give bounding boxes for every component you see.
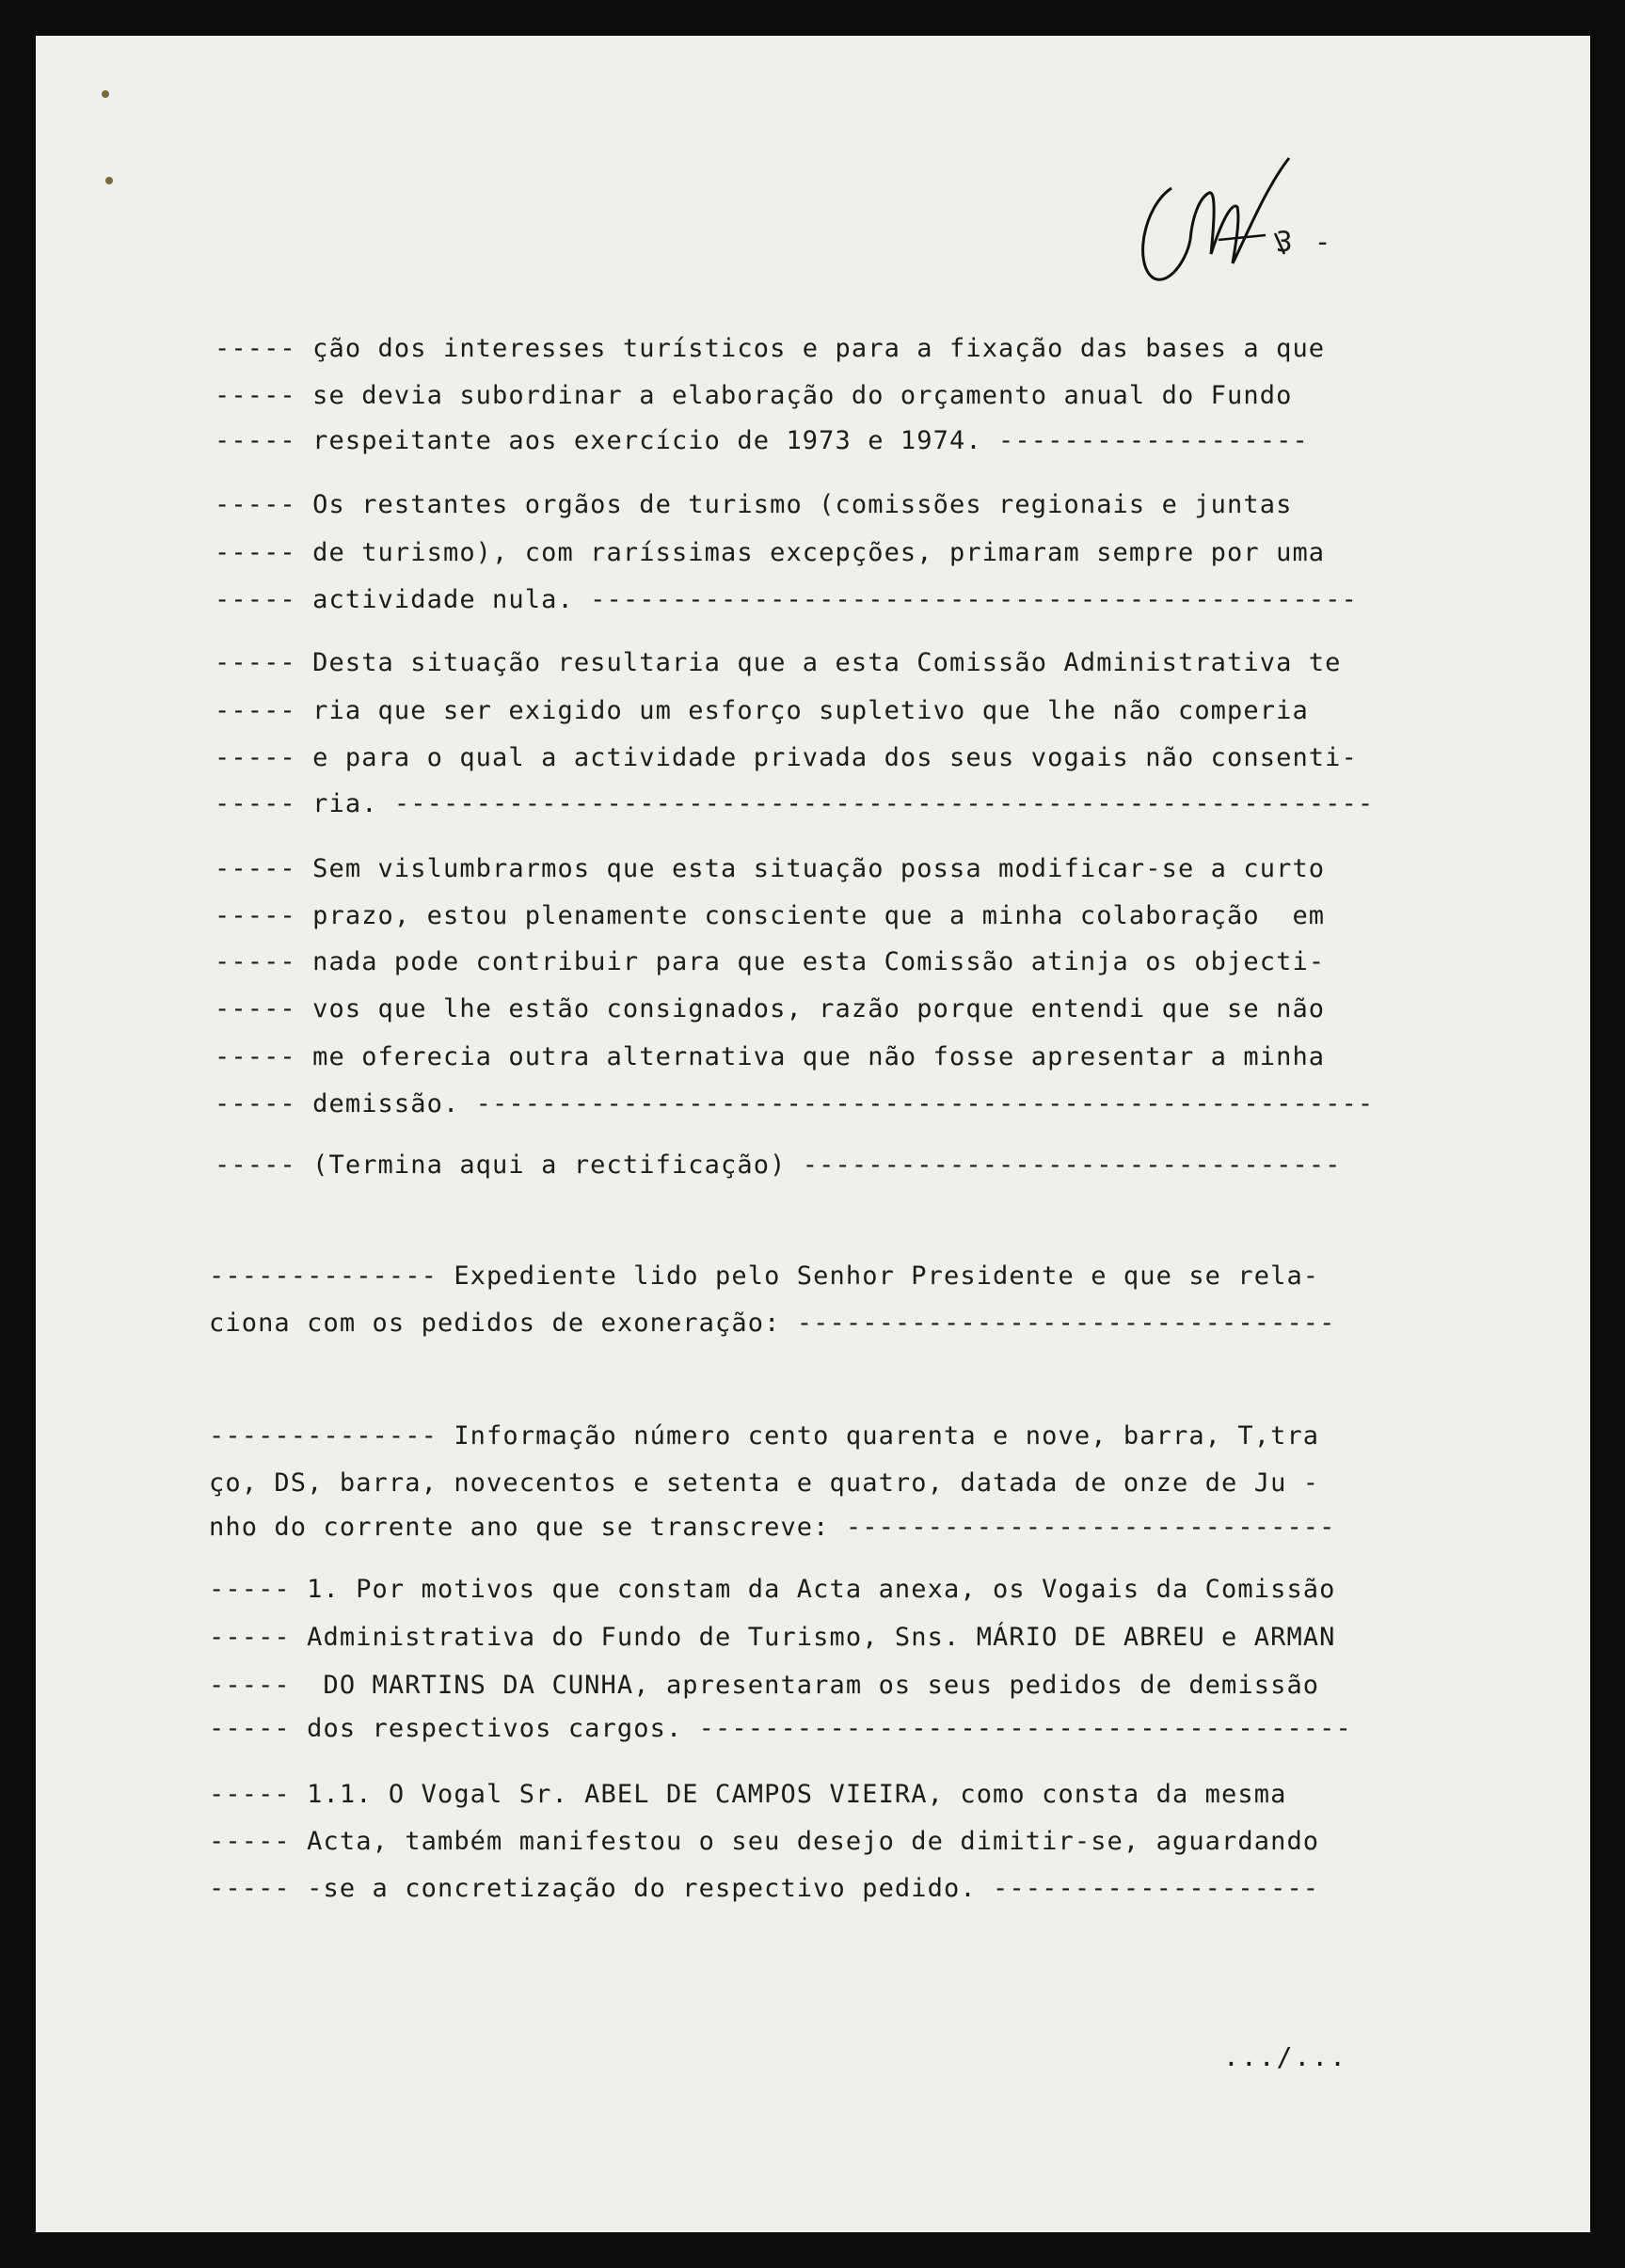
text-line: ----- respeitante aos exercício de 1973 e 1974. ------------------- xyxy=(215,426,1309,455)
text-line: ço, DS, barra, novecentos e setenta e quatro, datada de onze de Ju - xyxy=(209,1468,1320,1498)
text-line: ----- nada pode contribuir para que esta Comissão atinja os objecti- xyxy=(215,947,1326,976)
text-line: ----- 1. Por motivos que constam da Acta anexa, os Vogais da Comissão xyxy=(209,1575,1336,1604)
text-line: ----- Os restantes orgãos de turismo (comissões regionais e juntas xyxy=(215,490,1293,519)
text-line: nho do corrente ano que se transcreve: ------------------------------ xyxy=(209,1513,1336,1542)
text-line: ----- Acta, também manifestou o seu desejo de dimitir-se, aguardando xyxy=(209,1827,1320,1856)
text-line: ----- demissão. ------------------------------------------------------- xyxy=(215,1089,1375,1118)
text-line: ----- ção dos interesses turísticos e para a fixação das bases a que xyxy=(215,334,1326,363)
text-line: ----- Sem vislumbrarmos que esta situação possa modificar-se a curto xyxy=(215,854,1326,883)
text-line: ----- e para o qual a actividade privada dos seus vogais não consenti- xyxy=(215,743,1358,772)
text-line: -------------- Informação número cento quarenta e nove, barra, T,tra xyxy=(209,1421,1320,1451)
text-line: ----- Administrativa do Fundo de Turismo, Sns. MÁRIO DE ABREU e ARMAN xyxy=(209,1623,1336,1652)
text-line: ----- de turismo), com raríssimas excepções, primaram sempre por uma xyxy=(215,538,1326,567)
text-line: ----- 1.1. O Vogal Sr. ABEL DE CAMPOS VIEIRA, como consta da mesma xyxy=(209,1780,1287,1809)
text-line: ----- ria que ser exigido um esforço supletivo que lhe não comperia xyxy=(215,696,1309,725)
punch-hole-mark xyxy=(102,90,109,98)
text-line: ----- (Termina aqui a rectificação) --------------------------------- xyxy=(215,1150,1342,1180)
text-line: ----- DO MARTINS DA CUNHA, apresentaram os seus pedidos de demissão xyxy=(209,1671,1320,1700)
handwritten-initials xyxy=(1134,151,1313,292)
text-line: ----- actividade nula. ----------------------------------------------- xyxy=(215,585,1358,614)
punch-hole-mark xyxy=(105,177,113,184)
text-line: -------------- Expediente lido pelo Senhor Presidente e que se rela- xyxy=(209,1261,1320,1291)
text-line: ----- me oferecia outra alternativa que não fosse apresentar a minha xyxy=(215,1042,1326,1071)
text-line: ciona com os pedidos de exoneração: --------------------------------- xyxy=(209,1308,1336,1338)
text-line: ----- prazo, estou plenamente consciente que a minha colaboração em xyxy=(215,901,1326,930)
text-line: ----- -se a concretização do respectivo pedido. -------------------- xyxy=(209,1874,1320,1903)
text-line: ----- Desta situação resultaria que a esta Comissão Administrativa te xyxy=(215,648,1342,677)
text-line: ----- dos respectivos cargos. ---------------------------------------- xyxy=(209,1714,1352,1743)
text-line: ----- ria. ------------------------------------------------------------ xyxy=(215,789,1375,818)
continuation-mark: .../... xyxy=(1223,2041,1348,2072)
page-number: 3 - xyxy=(1276,226,1334,258)
text-line: ----- se devia subordinar a elaboração do orçamento anual do Fundo xyxy=(215,381,1293,410)
text-line: ----- vos que lhe estão consignados, razão porque entendi que se não xyxy=(215,994,1326,1023)
